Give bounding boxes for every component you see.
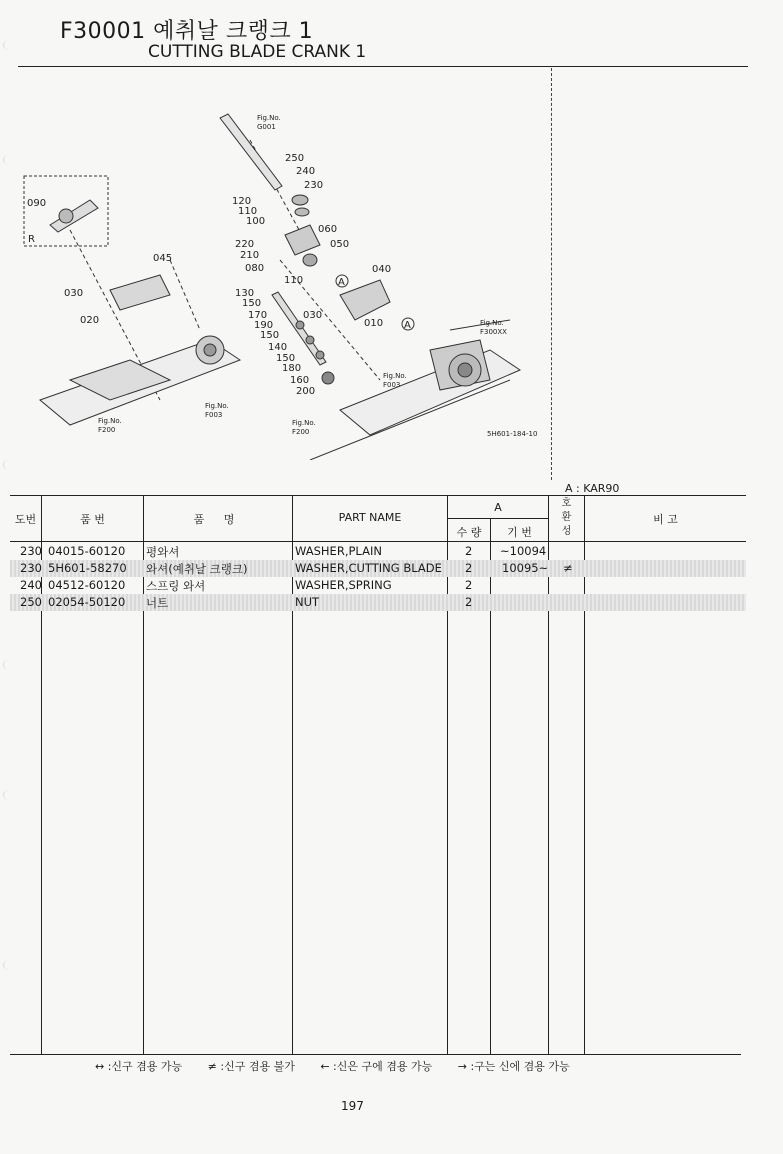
fig-ref: G001 bbox=[257, 123, 276, 131]
model-note: A : KAR90 bbox=[565, 482, 620, 495]
cell-name: WASHER,SPRING bbox=[295, 578, 392, 592]
part-label: 060 bbox=[318, 224, 338, 235]
punch-hole-mark bbox=[3, 960, 14, 970]
cell-qty: 2 bbox=[465, 561, 473, 575]
header-part-name: PART NAME bbox=[338, 511, 402, 524]
punch-hole-mark bbox=[3, 460, 14, 470]
part-label: 120 bbox=[232, 196, 252, 207]
callout-a: A bbox=[404, 320, 411, 331]
part-label: 010 bbox=[364, 318, 384, 329]
cell-no: 240 bbox=[20, 578, 42, 592]
part-label: 110 bbox=[284, 275, 304, 286]
header-no: 도번 bbox=[14, 513, 37, 526]
figure-divider bbox=[551, 68, 552, 480]
table-header-rule bbox=[10, 541, 746, 542]
cell-serial: ~10094 bbox=[500, 544, 547, 558]
table-row bbox=[10, 577, 746, 594]
part-label: 045 bbox=[153, 253, 173, 264]
punch-hole-mark bbox=[3, 790, 14, 800]
part-label: 150 bbox=[276, 353, 296, 364]
part-label: 230 bbox=[304, 180, 324, 191]
legend-item: ← :신은 구에 겸용 가능 bbox=[320, 1060, 433, 1073]
page-title-english: CUTTING BLADE CRANK 1 bbox=[148, 42, 367, 62]
header-remarks: 비 고 bbox=[653, 513, 678, 526]
fig-ref: Fig.No. bbox=[480, 319, 504, 327]
header-model: A bbox=[494, 501, 502, 514]
drawing-number: 5H601-184-10 bbox=[487, 430, 538, 438]
page-number: 197 bbox=[341, 1099, 364, 1113]
header-interchange: 호 환 성 bbox=[561, 498, 572, 537]
part-label: 040 bbox=[372, 264, 392, 275]
cell-no: 230 bbox=[20, 544, 42, 558]
fig-ref: Fig.No. bbox=[257, 114, 281, 122]
cell-no: 250 bbox=[20, 595, 42, 609]
fig-ref: F200 bbox=[292, 428, 310, 436]
cell-part-no: 5H601-58270 bbox=[48, 561, 127, 575]
part-label: 240 bbox=[296, 166, 316, 177]
fig-ref: F300XX bbox=[480, 328, 507, 336]
cell-no: 230 bbox=[20, 561, 42, 575]
part-label: 030 bbox=[303, 310, 323, 321]
cell-part-no: 04015-60120 bbox=[48, 544, 126, 558]
table-top-rule bbox=[10, 495, 746, 496]
part-label: 020 bbox=[80, 315, 100, 326]
left-crank-part bbox=[110, 275, 170, 310]
cell-interchange: ≠ bbox=[563, 561, 573, 575]
fig-ref: F200 bbox=[98, 426, 116, 434]
right-crank-part bbox=[340, 280, 390, 320]
table-row bbox=[10, 543, 746, 560]
part-label: 250 bbox=[285, 153, 305, 164]
cell-qty: 2 bbox=[465, 544, 473, 558]
cell-qty: 2 bbox=[465, 595, 473, 609]
part-label: 190 bbox=[254, 320, 274, 331]
fig-ref: Fig.No. bbox=[383, 372, 407, 380]
part-label: 130 bbox=[235, 288, 255, 299]
table-subheader-rule bbox=[447, 518, 548, 519]
part-label: R bbox=[28, 234, 35, 245]
callout-a: A bbox=[338, 277, 345, 288]
part-label: 150 bbox=[242, 298, 262, 309]
part-label: 090 bbox=[27, 198, 47, 209]
cell-qty: 2 bbox=[465, 578, 473, 592]
part-label: 080 bbox=[245, 263, 265, 274]
part-label: 220 bbox=[235, 239, 255, 250]
header-part-no: 품 번 bbox=[80, 513, 105, 526]
header-part-name-kr: 품 명 bbox=[193, 513, 243, 526]
fig-ref: F003 bbox=[205, 411, 223, 419]
part-label: 100 bbox=[246, 216, 266, 227]
table-row bbox=[10, 594, 746, 611]
cell-name: WASHER,CUTTING BLADE bbox=[295, 561, 442, 575]
part-label: 150 bbox=[260, 330, 280, 341]
part-label: 030 bbox=[64, 288, 84, 299]
interchange-legend bbox=[95, 1058, 592, 1074]
right-frame-part bbox=[340, 350, 520, 435]
legend-item: ↔ :신구 겸용 가능 bbox=[95, 1060, 183, 1073]
part-label: 180 bbox=[282, 363, 302, 374]
legend-item: → :구는 신에 겸용 가능 bbox=[457, 1060, 570, 1073]
fig-ref: Fig.No. bbox=[292, 419, 316, 427]
punch-hole-mark bbox=[3, 660, 14, 670]
header-rule bbox=[18, 66, 748, 67]
punch-hole-mark bbox=[3, 40, 14, 50]
fig-ref: Fig.No. bbox=[98, 417, 122, 425]
fig-ref: F003 bbox=[383, 381, 401, 389]
cell-name-kr: 스프링 와셔 bbox=[146, 579, 206, 593]
cell-serial: 10095~ bbox=[502, 561, 549, 575]
exploded-parts-diagram bbox=[10, 80, 550, 460]
fig-ref: Fig.No. bbox=[205, 402, 229, 410]
page-title-code: F30001 예취날 크랭크 1 bbox=[60, 19, 314, 44]
part-label: 140 bbox=[268, 342, 288, 353]
center-crank-part bbox=[285, 225, 320, 255]
part-label: 160 bbox=[290, 375, 310, 386]
cell-name-kr: 너트 bbox=[146, 596, 169, 610]
part-label: 050 bbox=[330, 239, 350, 250]
part-label: 200 bbox=[296, 386, 316, 397]
table-bottom-rule bbox=[10, 1054, 741, 1055]
cell-part-no: 04512-60120 bbox=[48, 578, 126, 592]
header-serial: 기 번 bbox=[507, 526, 532, 539]
crank-arm-part bbox=[50, 200, 98, 232]
part-label: 170 bbox=[248, 310, 268, 321]
part-label: 110 bbox=[238, 206, 258, 217]
header-qty: 수 량 bbox=[456, 526, 482, 539]
table-row bbox=[10, 560, 746, 577]
cell-name: NUT bbox=[295, 595, 320, 609]
cell-part-no: 02054-50120 bbox=[48, 595, 126, 609]
part-label: 210 bbox=[240, 250, 260, 261]
legend-item: ≠ :신구 겸용 불가 bbox=[207, 1060, 295, 1073]
cell-name-kr: 평와셔 bbox=[146, 545, 180, 559]
cell-name: WASHER,PLAIN bbox=[295, 544, 382, 558]
cell-name-kr: 와셔(예취날 크랭크) bbox=[146, 562, 248, 576]
